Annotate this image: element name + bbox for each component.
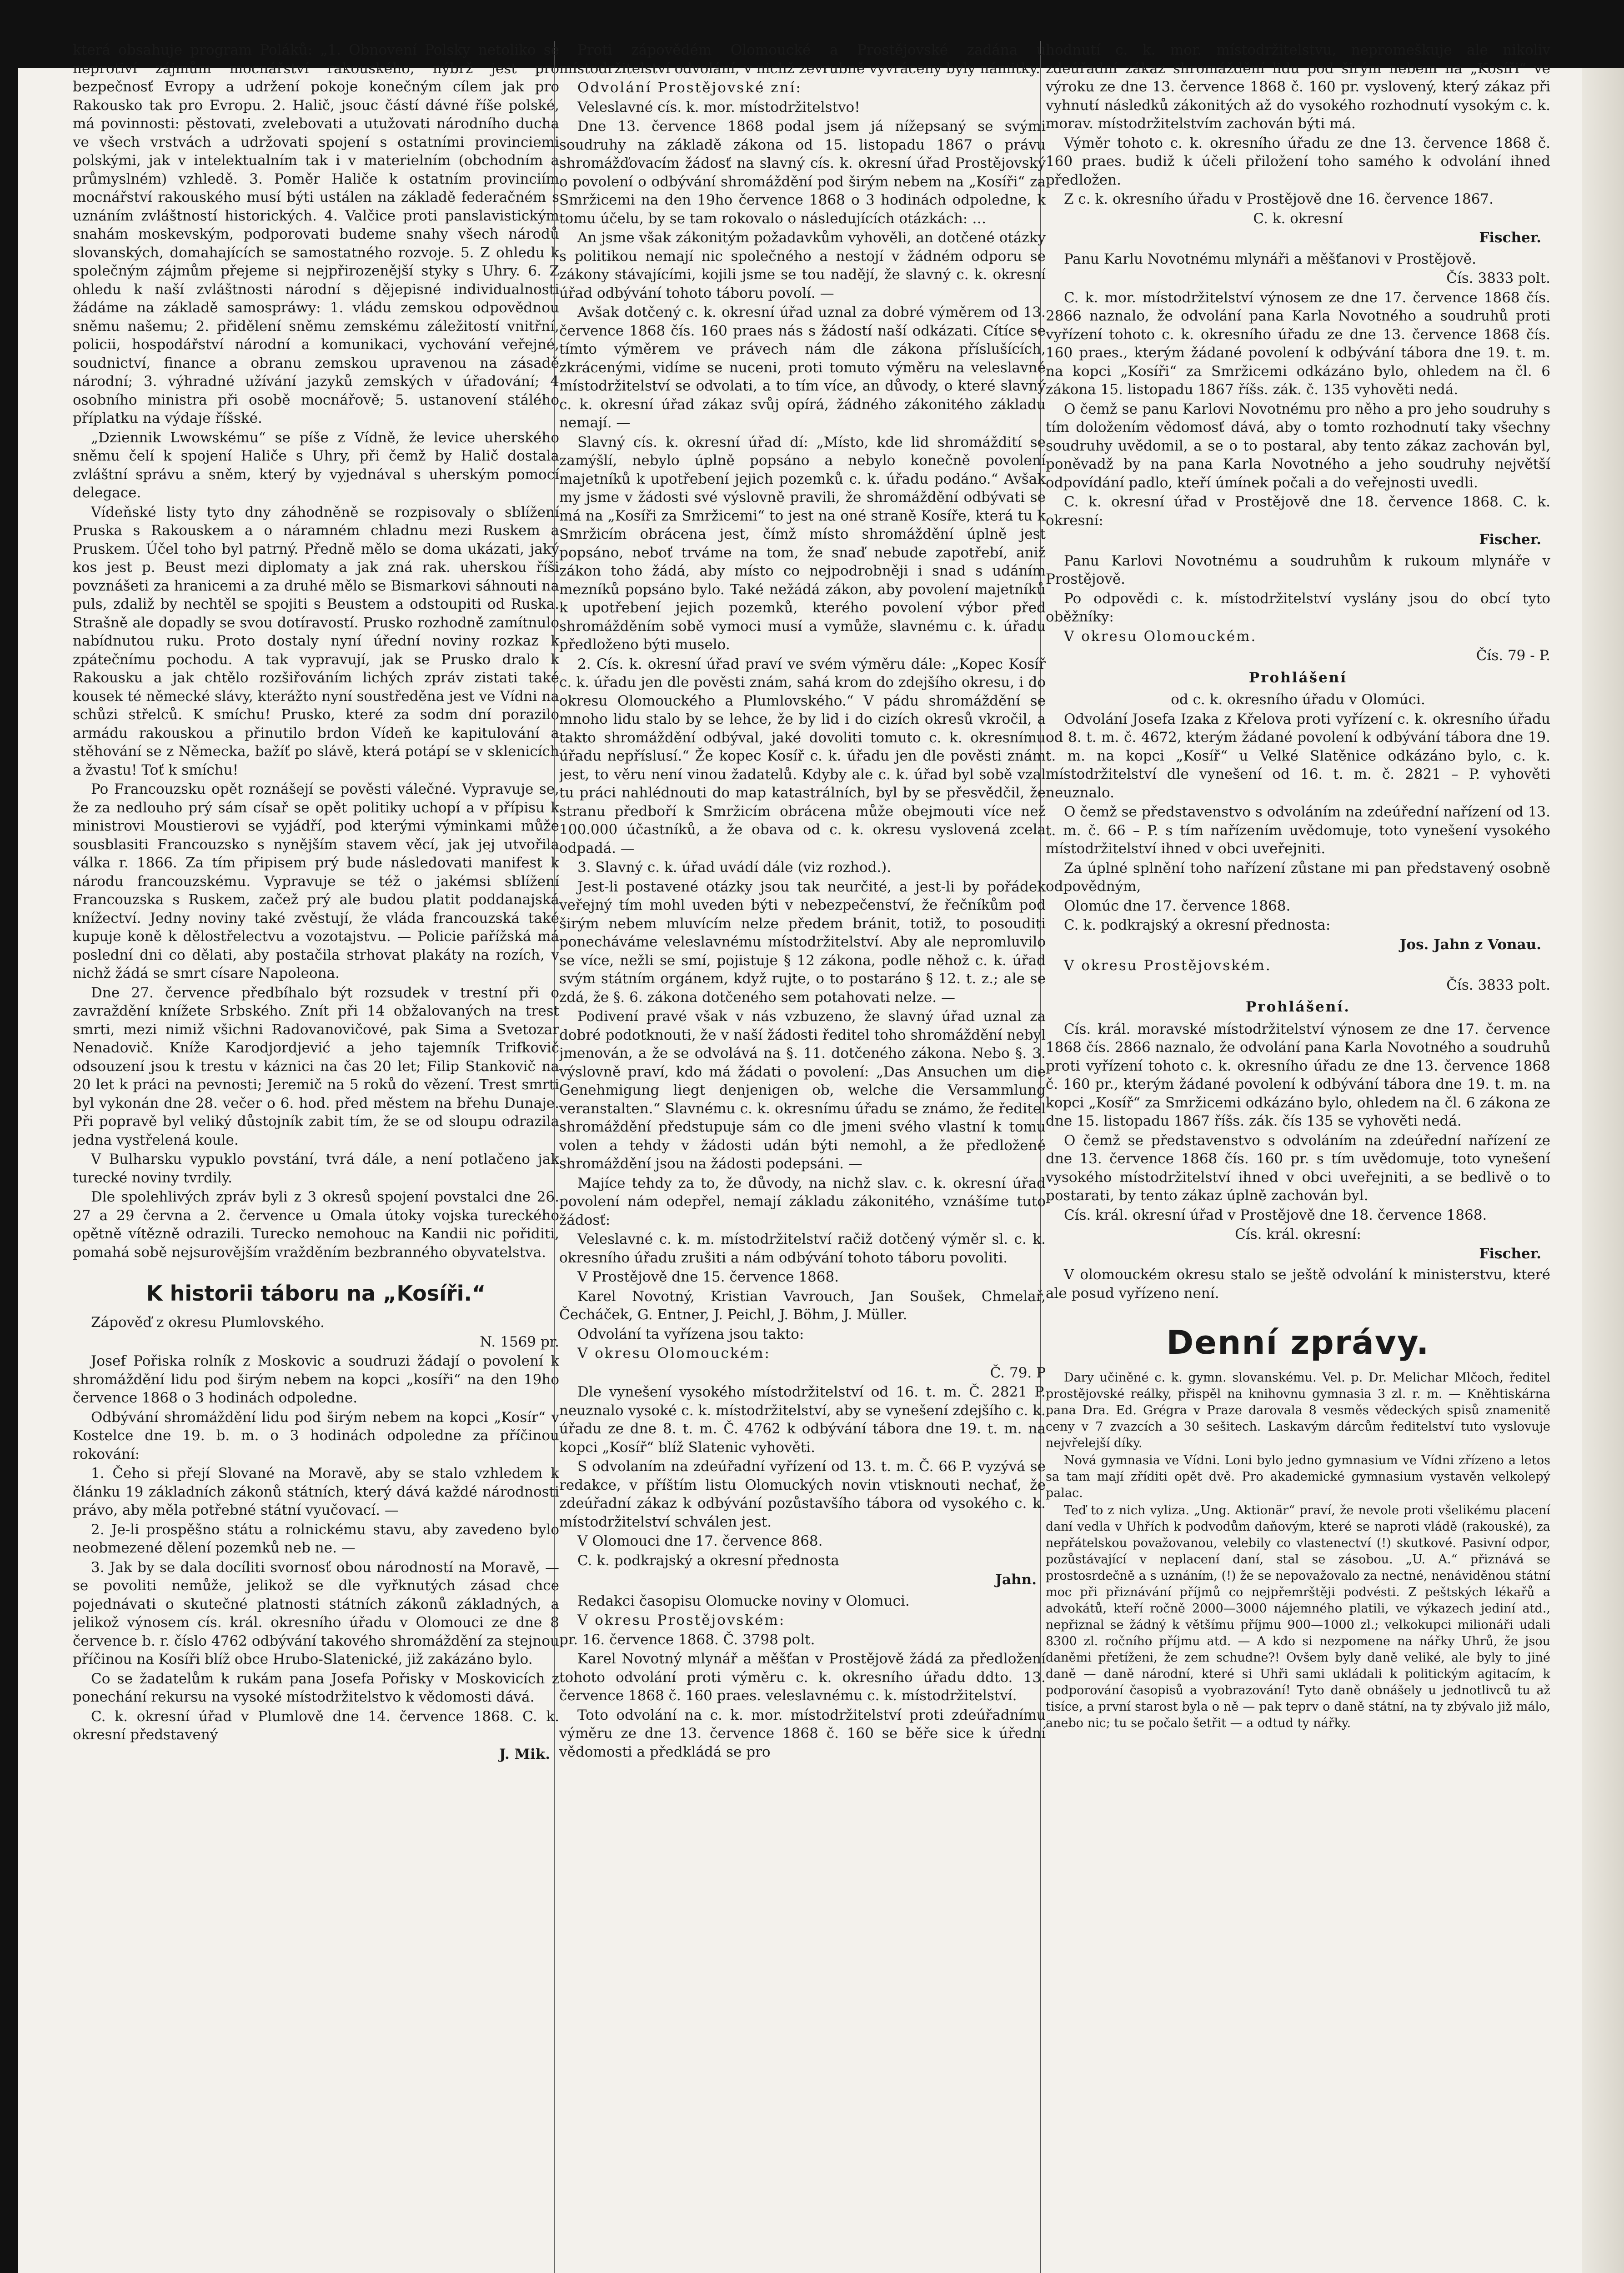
paragraph: Cís. král. okresní: [1235, 1226, 1361, 1242]
paragraph: Za úplné splnění toho nařízení zůstane mi pan představený osobně odpovědným, [1046, 860, 1550, 895]
news-item: Nová gymnasia ve Vídni. Loni bylo jedno gymnasium ve Vídni zřízeno a letos sa tam mají zříditi opět dvě. Pro akademické gymnasium vystavěn velkolepý palac. [1046, 1453, 1550, 1500]
signature: Fischer. [1479, 1245, 1541, 1262]
section-heading-daily-news: Denní zprávy. [1166, 1323, 1430, 1362]
paragraph: C. k. mor. místodržitelství výnosem ze dne 17. července 1868 čís. 2866 naznalo, že odvolání pana Karla Novotného a soudruhů proti vyřízení tohoto c. k. okresního úřadu ze dne 13. července 1868 čís. 160 praes., kterým žádané povolení k odbývání tábora dne 19. t. m. na kopci „Kosíři“ za Smržicemi odkázáno bylo, ohledem na čl. 6 zákona 15. listopadu 1867 říšs. zák. č. 135 vyhověti nedá. [1046, 289, 1550, 398]
paragraph: 3. Slavný c. k. úřad uvádí dále (viz rozhod.). [577, 859, 892, 876]
column-1 [73, 41, 559, 2273]
subheading: Zápověď z okresu Plumlovského. [91, 1314, 325, 1331]
paragraph: Odvolání ta vyřízena jsou takto: [577, 1326, 804, 1342]
paragraph: Jest-li postavené otázky jsou tak neurčité, a jest-li by pořádek veřejný tím mohl uveden býti v nebezpečenství, že řečníkům pod širým nebem mluvícím nelze předem bránit, totiž, to posouditi ponecháváme veleslavnému místodržitelství. Aby ale nepromluvilo se více, nežli se smí, pojistuje § 12 zákona, podle něhož c. k. úřad svým státním orgánem, když rujte, o to postaráno § 12. t. z.; ale se zdá, že §. 6. zákona dotčeného sem potahovati nelze. — [559, 878, 1046, 1006]
paragraph: Dne 27. července předbíhalo být rozsudek v trestní při o zavraždění knížete Srbského. Znít při 14 obžalovaných na trest smrti, mezi nimiž všichni Radovanovičové, pak Sima a Svetozar Nenadovič. Kníže Karodjordjević a jeho tajemník Trifkovič odsouzení jsou k trestu v káznici na čas 20 let; Filip Stankovič na 20 let k práci na pevnosti; Jeremič na 5 roků do vězení. Trest smrti byl vykonán dne 28. večer o 6. hod. před městem na břehu Dunaje. Při popravě byl veliký důstojník zabit tím, že se od sloupu odrazila jedna vystřelená koule. [73, 984, 559, 1148]
paragraph: Dle spolehlivých zpráv byli z 3 okresů spojení povstalci dne 26. 27 a 29 června a 2. července u Omala útoky vojska tureckého opětně vítězně odrazili. Turecko nemohouc na Kandii nic pořiditi, pomahá sobě nejsurovějším vražděním bezbranného obyvatelstva. [73, 1189, 559, 1261]
paragraph: Karel Novotný mlynář a měšťan v Prostějově žádá za předložení tohoto odvolání proti výměru c. k. okresního úřadu ddto. 13. července 1868 č. 160 praes. veleslavnému c. k. místodržitelství. [559, 1651, 1046, 1704]
paragraph: C. k. okresní úřad v Prostějově dne 18. července 1868. C. k. okresní: [1046, 494, 1550, 529]
paragraph: V olomouckém okresu stalo se ještě odvolání k ministerstvu, které ale posud vyřízeno není. [1046, 1267, 1550, 1302]
paragraph: Panu Karlu Novotnému mlynáři a měšťanovi v Prostějově. [1064, 250, 1476, 267]
signature: Jahn. [995, 1572, 1037, 1588]
section-heading: Prohlášení [1248, 669, 1348, 686]
paragraph: Olomúc dne 17. července 1868. [1064, 897, 1291, 914]
paragraph: Proti zápovědém Olomoucké a Prostějovské zadána u místodržitelství odvolání, v nichž zevrubně vyvráceny byly námitky. [559, 42, 1046, 77]
column-3 [1046, 41, 1550, 2273]
paragraph: Veleslavné cís. k. mor. místodržitelstvo! [577, 99, 860, 115]
paragraph: hodnutí c. k. mor. místodržitelstvu, nepromeškuje ale nikoliv zdeúřadní zákaz shromáždění lidu pod širým nebem na „Kosíři“ ve výroku ze dne 13. července 1868 č. 160 pr. vyslovený, který zákaz při vyhnutí následků zákonitých až do vysokého rozhodnutí vysokým c. k. morav. místodržitelstvím zachován býti má. [1046, 42, 1550, 132]
paragraph: V okresu Prostějovském: [577, 1612, 786, 1628]
paragraph: Odvolání Josefa Izaka z Křelova proti vyřízení c. k. okresního úřadu od 8. t. m. č. 4672, kterým žádané povolení k odbývání tábora dne 19. t. m. na kopci „Kosíř“ u Velké Slatěnice odkázáno bylo, c. k. místodržitelství dle vynešení od 16. t. m. č. 2821 – P. vyhověti neuznalo. [1046, 711, 1550, 801]
paragraph: 1. Čeho si přejí Slované na Moravě, aby se stalo vzhledem k článku 19 základních zákonů státních, který dává každé národnosti právo, aby měla potřebné státní vyučovací. — [73, 1465, 559, 1518]
paragraph: Dne 13. července 1868 podal jsem já nížepsaný se svými soudruhy na základě zákona od 15. listopadu 1867 o právu shromážďovacím žádosť na slavný cís. k. okresní úřad Prostějovský o povolení o odbývání shromáždění pod širým nebem na „Kosíři“ za Smržicemi na den 19ho července 1868 o 3 hodinách odpoledne, k tomu účelu, by se tam rokovalo o následujících otázkách: … [559, 118, 1046, 227]
paragraph: Dle vynešení vysokého místodržitelství od 16. t. m. Č. 2821 P. neuznalo vysoké c. k. místodržitelství, aby se vynešení zdejšího c. k. úřadu ze dne 8. t. m. Č. 4762 k odbývání tábora dne 19. t. m. na kopci „Kosíř“ blíž Slatenic vyhověti. [559, 1384, 1046, 1456]
paragraph: C. k. podkrajský a okresní přednosta: [1064, 917, 1331, 933]
paragraph: Odvolání Prostějovské zní: [577, 80, 802, 96]
reference-number: Čís. 3833 polt. [1446, 976, 1550, 993]
paragraph: která obsahuje program Poláků: „1. Obnovení Polsky netoliko se neprotiví zájmům mocnářství rakouského, nýbrž jest pro bezpečnosť Evropy a udržení pokoje konečným cílem jak pro Rakousko tak pro Evropu. 2. Halič, jsouc částí dávné říše polské, má povinnosti: pěstovati, zvelebovati a utužovati národního ducha ve všech vrstvách a udržovati spojení s ostatními provinciemi polskými, jak v intelektualním tak i v materielním (obchodním a průmyslném) vzhledě. 3. Poměr Haliče k ostatním provinciím mocnářství rakouského musí býti ustálen na základě federačném s uznáním zvláštností historických. 4. Valčice proti panslavistickým snahám moskevským, podporovati budeme snahy všech národů slovanských, domahajících se samostatného rozvoje. 5. Z ohledu k společným zájmům přejeme si nejpřirozenější styky s Uhry. 6. Z ohledu k naší zvláštnosti národní s dějepisné individualnosti žádáme na základě samospráwy: 1. vládu zemskou odpovědnou sněmu našemu; 2. přidělení sněmu zemskému záležitostí vnitřní, policii, hospodářství národní a komunikaci, vychování veřejné, soudnictví, finance a obranu zemskou upravenou na zásadě národní; 3. výhradné užívání jazyků zemských v úřadování; 4 osobního ministra při osobě mocnářově; 5. ustanovení stálého příplatku na výdaje říšské. [73, 42, 559, 426]
paragraph: Odbývání shromáždění lidu pod širým nebem na kopci „Kosír“ v Kostelce dne 19. b. m. o 3 hodinách odpoledne za příčinou rokování: [73, 1409, 559, 1462]
reference-number: N. 1569 pr. [480, 1333, 559, 1350]
reference-number: pr. 16. července 1868. Č. 3798 polt. [559, 1631, 815, 1648]
paragraph: Panu Karlovi Novotnému a soudruhům k rukoum mlynáře v Prostějově. [1046, 552, 1550, 587]
section-heading: Prohlášení. [1245, 999, 1350, 1015]
paragraph: Vídeňské listy tyto dny záhodněně se rozpisovaly o sblížení Pruska s Rakouskem a o náramném chladnu mezi Ruskem a Pruskem. Účel toho byl patrný. Předně mělo se doma ukázati, jaký kos jest p. Beust mezi diplomaty a jak zná rak. uherskou říši povznášeti za hranicemi a za druhé mělo se Bismarkovi sáhnouti na puls, zdaliž by nechtěl se spojiti s Beustem a odstoupiti od Ruska. Strašně ale dopadly se svou dotíravostí. Prusko rozhodně zamítnulo nabídnutou ruku. Proto dostaly nyní úřední noviny rozkaz k zpátečnímu pochodu. A tak vypravují, jak se Prusko dralo k Rakousku a jak chtělo rozšiřováním lichých zpráv zistati také kousek té německé slávy, kterážto nyní soustředěna jest ve Vídni na schůzi střelců. K smíchu! Prusko, které za sodm dní porazilo armádu rakouskou a přinutilo brdon Vídeň ke kapitulování a stěhování se z Německa, bažíť po slávě, která potápí se v sklenicích a žvastu! Toť k smíchu! [73, 504, 559, 778]
paragraph: Redakci časopisu Olomucke noviny v Olomuci. [577, 1592, 910, 1609]
paragraph: Veleslavné c. k. m. místodržitelství račiž dotčený výměr sl. c. k. okresního úřadu zrušiti a nám odbývání tohoto táboru povoliti. [559, 1231, 1046, 1266]
news-item: Dary učiněné c. k. gymn. slovanskému. Vel. p. Dr. Melichar Mlčoch, ředitel prostějovské reálky, přispěl na knihovnu gymnasia 3 zl. r. m. — Kněhtiskárna pana Dra. Ed. Grégra v Praze darovala 8 vesměs vědeckých spisů znamenitě ceny v 7 zvazcích a 30 sešitech. Laskavým dárcům ředitelství tuto vyslovuje nejvřelejší díky. [1046, 1371, 1550, 1450]
next-page-edge [1582, 68, 1624, 2273]
paragraph: Z c. k. okresního úřadu v Prostějově dne 16. července 1867. [1064, 191, 1494, 207]
paragraph: Cís. král. okresní úřad v Prostějově dne 18. července 1868. [1064, 1207, 1487, 1223]
paragraph: C. k. okresní úřad v Plumlově dne 14. července 1868. C. k. okresní představený [73, 1708, 559, 1743]
reference-number: Čís. 79 - P. [1476, 647, 1550, 664]
paragraph: 2. Je-li prospěšno státu a rolnickému stavu, aby zavedeno bylo neobmezené dělení pozemků neb ne. — [73, 1521, 559, 1556]
paragraph: C. k. okresní [1253, 210, 1343, 227]
paragraph: Karel Novotný, Kristian Vavrouch, Jan Soušek, Chmelař, Čecháček, G. Entner, J. Peichl, J. Böhm, J. Müller. [559, 1288, 1046, 1323]
paragraph: Co se žadatelům k rukám pana Josefa Pořisky v Moskovicích z ponechání rekursu na vysoké místodržitelstvo k vědomosti dává. [73, 1670, 559, 1705]
paragraph: 2. Cís. k. okresní úřad praví ve svém výměru dále: „Kopec Kosíř c. k. úřadu jen dle pověsti znám, sahá krom do zdejšího okresu, i do okresu Olomouckého a Plumlovského.“ V pádu shromáždění se mnoho lidu stalo by se lehce, že by lid i do cizích okresů vkročil, a takto shromáždění odbýval, jaké dovoliti tomuto c. k. okresnímu úřadu nepříslusí.“ Že kopec Kosíř c. k. úřadu jen dle pověsti znám jest, to věru není vinou žadatelů. Kdyby ale c. k. úřad byl sobě vzal tu práci nahlédnouti do map katastrálních, byl by se přesvědčil, že stranu předboří k Smržicím obrácena může obejmouti více než 100.000 účastníků, a že obava od c. k. okresu vyslovená zcela odpadá. — [559, 656, 1046, 856]
paragraph: „Dziennik Lwowskému“ se píše z Vídně, že levice uherského sněmu čelí k spojení Haliče s Uhry, při čemž by Halič dostala zvláštní správu a sněm, který by vyjednával s uherským pomocí delegace. [73, 429, 559, 501]
paragraph: An jsme však zákonitým požadavkům vyhověli, an dotčené otázky s politikou nemají nic společného a nestojí v žádném odporu se zákony stávajícími, kojili jsme se tou nadějí, že slavný c. k. okresní úřad odbývání tohoto táboru povolí. — [559, 230, 1046, 301]
news-item: Teď to z nich vyliza. „Ung. Aktionär“ praví, že nevole proti všelikému placení daní vedla v Uhřích k podvodům daňovým, které se naproti vládě (rakouské), za nepřátelskou považovanou, velebily co vlastenectví (!) skutkové. Pasivní odpor, pozůstávající v neplacení daní, stal se zásobou. „U. A.“ přiznává se prostosrdečně a s uznáním, (!) že se nepovažovalo za nectné, nenáviděnou státní moc při přiznávání příjmů co nejpřemrštěji podvésti. Z peštských lékařů a advokátů, kteří ročně 2000—3000 nájemného platili, ve výkazech jediní atd., nepřiznal se žádný k většímu příjmu 900—1000 zl.; velkokupci milionáři udali 8300 zl. ročního příjmu atd. — A kdo si nezpomene na nářky Uhrů, že jsou daněmi přetíženi, že zem schudne?! Ovšem byly daně veliké, ale byly to jiné daně — daně národní, které si Uhři sami ukládali k politickým agitacím, k podporování časopisů a vyobrazování! Tyto daně obnášely u jednotlivců tu až tisíce, a první starost byla o ně — pak teprv o daně státní, na ty zbývalo již málo, anebo nic; tu se počalo šetřit — a odtud ty nářky. [1046, 1503, 1550, 1730]
paragraph: Slavný cís. k. okresní úřad dí: „Místo, kde lid shromáždití se zamýšlí, nebylo úplně popsáno a nebylo konečně povolení majetníků k upotřebení jejich pozemků c. k. úřadu podáno.“ Avšak my jsme v žádosti své výslovně pravili, že shromáždění odbývati se má na „Kosíři za Smržicemi“ to jest na oné straně Kosíře, která tu k Smržicím obrácena jest, čímž místo shromáždění úplně jest popsáno, neboť trváme na tom, že snaď nebude zapotřebí, aniž zákon toho žádá, aby místo co nejpodrobněji i snad s udáním mezníků popsáno bylo. Také nežádá zákon, aby povolení majetníků k upotřebení jejich pozemků, kterého povolení výbor před shromážděním sobě vymoci musí a vymůže, slavnému c. k. úřadu předloženo býti muselo. [559, 434, 1046, 653]
article-heading: K historii táboru na „Kosíři.“ [146, 1281, 486, 1306]
paragraph: V okresu Olomouckém. [1064, 628, 1257, 645]
paragraph: V Bulharsku vypuklo povstání, tvrá dále, a není potlačeno jak turecké noviny tvrdily. [73, 1151, 559, 1186]
signature: Fischer. [1479, 230, 1541, 246]
paragraph: O čemž se panu Karlovi Novotnému pro něho a pro jeho soudruhy s tím doložením vědomosť dává, aby o tomto rozhodnutí taky všechny soudruhy uvědomil, a se o to postaral, aby tento zákaz zachován byl, poněvadž by na pana Karla Novotného a jeho soudruhy největší odpovídání padlo, kteří úmínek počali a do veřejnosti uvedli. [1046, 401, 1550, 491]
paragraph: Podivení pravé však v nás vzbuzeno, že slavný úřad uznal za dobré podotknouti, že v naší žádosti ředitel toho shromáždění nebyl jmenován, a že se odvolává na §. 11. dotčeného zákona. Nebo §. 3. výslovně praví, kdo má žádati o povolení: „Das Ansuchen um die Genehmigung liegt denjenigen ob, welche die Versammlung veranstalten.“ Slavnému c. k. okresnímu úřadu se známo, že ředitel shromáždění předstupuje sám co dle jmeni svého vlastní k tomu volen a tehdy v žádosti udán býti nemohl, a že předložené shromáždění jsou na žádosti podepsáni. — [559, 1008, 1046, 1172]
news-items [1046, 1370, 1550, 1732]
paragraph: Majíce tehdy za to, že důvody, na nichž slav. c. k. okresní úřad povolení nám odepřel, nemají základu zákonitého, vznášíme tuto žádosť: [559, 1175, 1046, 1228]
signature: Fischer. [1479, 531, 1541, 548]
signature: Jos. Jahn z Vonau. [1399, 936, 1541, 953]
paragraph: od c. k. okresního úřadu v Olomúci. [1171, 691, 1425, 708]
paragraph: Po Francouzsku opět roznášejí se pověsti válečné. Vypravuje se, že za nedlouho prý sám císař se opět politiky uchopí a v přípisu k ministrovi Moustierovi se vyjádří, pod kterými výminkami může sousblasiti Francouzsko s nynějším stavem věcí, jak jej utvořila válka r. 1866. Za tím připisem prý bude následovati manifest k národu francouzskému. Vypravuje se též o jakémsi sblížení Francouzska s Ruskem, začež prý ale budou platit poddanajská knížectví. Jedny noviny také zvěstují, že vláda francouzská také kupuje koně k dělostřelectvu a vozotajstvu. — Policie pařížská má poslední dni co dělati, aby postačila strhovat plakáty na rozích, v nichž žádá se smrt císare Napoleona. [73, 781, 559, 981]
paragraph: O čemž se představenstvo s odvoláním na zdeúřední nařízení ze dne 13. července 1868 čís. 160 pr. s tím uvědomuje, toto vynešení vysokého místodržitelství ihned v obci uveřejniti, a se bedlivě o to postarati, by tento zákaz úplně zachován byl. [1046, 1132, 1550, 1204]
paragraph: Po odpovědi c. k. místodržitelství vyslány jsou do obcí tyto oběžníky: [1046, 590, 1550, 625]
signature: J. Mik. [499, 1746, 550, 1762]
paragraph: Avšak dotčený c. k. okresní úřad uznal za dobré výměrem od 13. července 1868 čís. 160 praes nás s žádostí naší odkázati. Cítíce se tímto výměrem ve právech nám dle zákona příslušících, zkrácenými, vidíme se nuceni, proti tomuto výměru na veleslavné místodržitelství se odvolati, a to tím více, an důvody, o které slavný c. k. okresní úřad zákaz svůj opírá, žádného zákonitého základu nemají. — [559, 304, 1046, 431]
reference-number: Č. 79. P [990, 1364, 1046, 1381]
paragraph: V Olomouci dne 17. července 868. [577, 1533, 823, 1549]
paragraph: V okresu Olomouckém: [577, 1345, 771, 1362]
column-2 [559, 41, 1046, 2273]
paragraph: O čemž se představenstvo s odvoláním na zdeúřední nařízení od 13. t. m. č. 66 – P. s tím nařízením uvědomuje, toto vynešení vysokého místodržitelství ihned v obci uveřejniti. [1046, 804, 1550, 857]
reference-number: Čís. 3833 polt. [1446, 270, 1550, 286]
paragraph: Cís. král. moravské místodržitelství výnosem ze dne 17. července 1868 čís. 2866 naznalo, že odvolání pana Karla Novotného a soudruhů proti vyřízení tohoto c. k. okresního úřadu ze dne 13. července 1868 č. 160 pr., kterým žádané povolení k odbývání tábora dne 19. t. m. na kopci „Kosíř“ za Smržicemi odkázáno bylo, ohledem na čl. 6 zákona ze dne 15. listopadu 1867 říšs. zák. čís 135 se vyhověti nedá. [1046, 1021, 1550, 1129]
paragraph: S odvolaním na zdeúřadní vyřízení od 13. t. m. Č. 66 P. vyzývá se redakce, v příštím listu Olomuckých novin vtisknouti nechať, že zdeúřadní zákaz k odbývání pozůstavšího tábora od vysokého c. k. místodržitelství schválen jest. [559, 1458, 1046, 1530]
paragraph: V Prostějově dne 15. července 1868. [577, 1269, 839, 1285]
paragraph: C. k. podkrajský a okresní přednosta [577, 1552, 839, 1569]
paragraph: Toto odvolání na c. k. mor. místodržitelství proti zdeúřadnímu výměru ze dne 13. července 1868 č. 160 se běře sice k úřední vědomosti a předkládá se pro [559, 1707, 1046, 1760]
paragraph: 3. Jak by se dala docíliti svornosť obou národností na Moravě, — se povoliti nemůže, jelikož se dle vyřknutých zásad chce pojednávati o skutečné platnosti státních zákonů základných, a jelikož výnosem cís. král. okresního úřadu v Olomouci ze dne 8 července b. r. číslo 4762 odbývání takového shromáždění za stejnou příčinou na Kosíři blíž obce Hrubo-Slatenické, již zakázáno bylo. [73, 1559, 559, 1667]
paragraph: Josef Pořiska rolník z Moskovic a soudruzi žádají o povolení k shromáždění lidu pod širým nebem na kopci „kosíři“ na den 19ho července 1868 o 3 hodinách odpoledne. [73, 1353, 559, 1406]
paragraph: Výměr tohoto c. k. okresního úřadu ze dne 13. července 1868 č. 160 praes. budiž k účeli přiložení toho samého k odvolání ihned předložen. [1046, 135, 1550, 188]
paragraph: V okresu Prostějovském. [1064, 957, 1272, 974]
